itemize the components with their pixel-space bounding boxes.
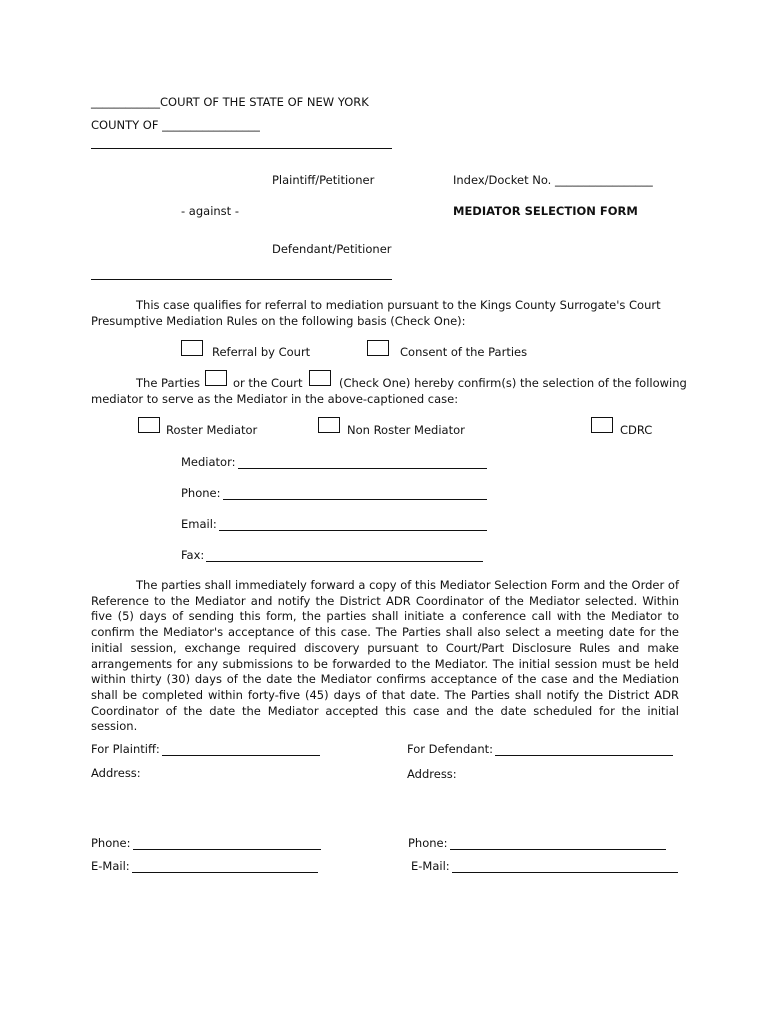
defendant-phone-field <box>408 836 666 850</box>
mediator-fax-field <box>181 548 483 562</box>
cdrc-checkbox[interactable] <box>591 417 613 433</box>
plaintiff-email-label: E-Mail: <box>91 859 130 873</box>
referral-by-court-label: Referral by Court <box>212 345 311 359</box>
plaintiff-address-label: Address: <box>91 766 141 780</box>
plaintiff-phone-label: Phone: <box>91 836 131 850</box>
instructions-paragraph: The parties shall immediately forward a copy of this Mediator Selection Form and the Order of Reference to the Mediator and notify the District ADR Coordinator of the Mediator selected. Within five (5) days of sending this form, the parties shall initiate a conference call with the Mediator to confirm the Mediator's acceptance of this case. The Parties shall also select a meeting date for the initial session, exchange required discovery pursuant to Court/Part Disclosure Rules and make arrangements for any submissions to be forwarded to the Mediator. The initial session must be held within thirty (30) days of the date the Mediator confirms acceptance of the case and the Mediation shall be completed within forty-five (45) days of that date. The Parties shall notify the District ADR Coordinator of the date the Mediator accepted this case and the date scheduled for the initial session. <box>91 578 679 734</box>
court-name-blank[interactable]: ____________ <box>91 95 160 109</box>
for-plaintiff-field <box>91 742 320 756</box>
consent-of-parties-label: Consent of the Parties <box>400 345 528 359</box>
index-docket <box>453 173 653 187</box>
defendant-email-label: E-Mail: <box>411 859 450 873</box>
cdrc-label: CDRC <box>620 423 653 437</box>
plaintiff-email-input[interactable] <box>132 860 318 873</box>
or-the-court-label: or the Court <box>233 376 303 390</box>
against-label: - against - <box>181 204 239 218</box>
mediator-phone-label: Phone: <box>181 486 221 500</box>
county-blank[interactable]: _________________ <box>162 118 260 132</box>
mediator-name-field <box>181 455 487 469</box>
mediator-email-field <box>181 517 487 531</box>
non-roster-mediator-label: Non Roster Mediator <box>347 423 465 437</box>
defendant-email-input[interactable] <box>452 860 678 873</box>
plaintiff-phone-field <box>91 836 321 850</box>
plaintiff-email-field <box>91 859 318 873</box>
mediator-phone-field <box>181 486 487 500</box>
plaintiff-label: Plaintiff/Petitioner <box>272 173 375 187</box>
confirm-text: (Check One) hereby confirm(s) the selection of the following <box>339 376 687 390</box>
consent-of-parties-checkbox[interactable] <box>367 340 389 356</box>
roster-mediator-label: Roster Mediator <box>166 423 258 437</box>
mediator-email-label: Email: <box>181 517 217 531</box>
form-title: MEDIATOR SELECTION FORM <box>453 204 638 218</box>
plaintiff-phone-input[interactable] <box>133 837 321 850</box>
roster-mediator-checkbox[interactable] <box>138 417 160 433</box>
intro-paragraph: This case qualifies for referral to mediation pursuant to the Kings County Surrogate's Court Presumptive Mediation Rules on the following basis (Check One): <box>91 298 661 328</box>
index-number-blank[interactable]: _________________ <box>555 173 653 187</box>
defendant-phone-label: Phone: <box>408 836 448 850</box>
referral-by-court-checkbox[interactable] <box>181 340 203 356</box>
for-plaintiff-label: For Plaintiff: <box>91 742 160 756</box>
mediator-name-label: Mediator: <box>181 455 236 469</box>
for-defendant-input[interactable] <box>495 743 673 756</box>
county-label: COUNTY OF <box>91 118 159 132</box>
mediator-name-input[interactable] <box>238 456 487 469</box>
for-defendant-field <box>407 742 673 756</box>
mediator-email-input[interactable] <box>219 518 487 531</box>
for-plaintiff-input[interactable] <box>162 743 320 756</box>
defendant-label: Defendant/Petitioner <box>272 242 392 256</box>
the-parties-checkbox[interactable] <box>205 370 227 386</box>
caption-top-rule <box>91 148 392 149</box>
mediator-fax-input[interactable] <box>206 549 483 562</box>
non-roster-mediator-checkbox[interactable] <box>318 417 340 433</box>
the-parties-label: The Parties <box>136 376 201 390</box>
for-defendant-label: For Defendant: <box>407 742 493 756</box>
the-court-checkbox[interactable] <box>309 370 331 386</box>
defendant-email-field <box>411 859 678 873</box>
county-heading <box>91 118 260 132</box>
defendant-address-label: Address: <box>407 767 457 781</box>
confirm-text-line2: mediator to serve as the Mediator in the above-captioned case: <box>91 392 459 406</box>
court-heading <box>91 95 369 109</box>
court-title: COURT OF THE STATE OF NEW YORK <box>160 95 369 109</box>
defendant-phone-input[interactable] <box>450 837 666 850</box>
caption-bottom-rule <box>91 279 392 280</box>
index-label: Index/Docket No. <box>453 173 552 187</box>
mediator-phone-input[interactable] <box>223 487 487 500</box>
mediator-fax-label: Fax: <box>181 548 205 562</box>
